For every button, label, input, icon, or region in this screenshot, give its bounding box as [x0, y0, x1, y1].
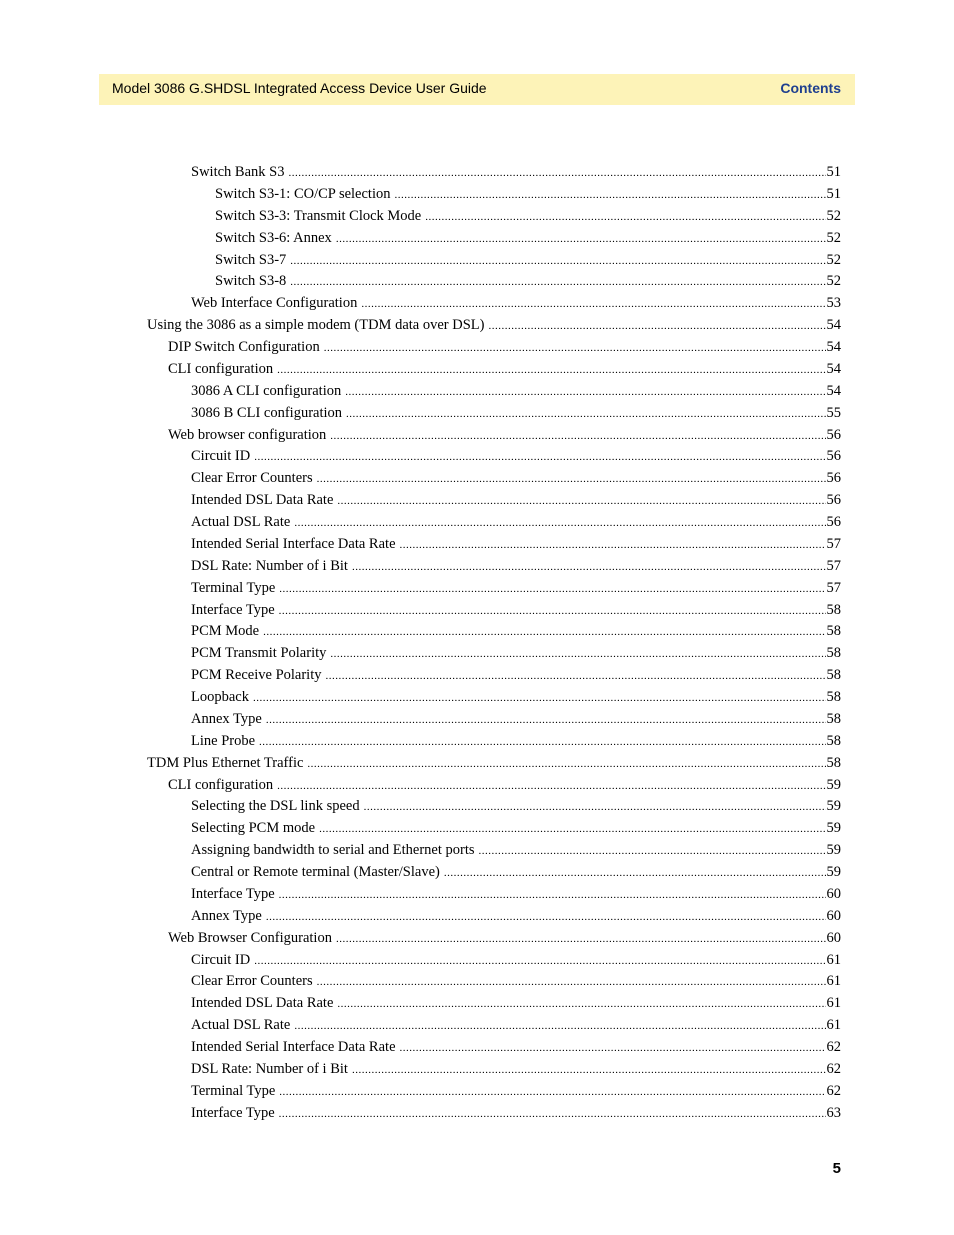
toc-entry-line [191, 993, 841, 1016]
toc-entry-label: 3086 B CLI configuration [191, 404, 343, 421]
toc-entry[interactable] [0, 731, 954, 753]
toc-entry-page: 58 [826, 732, 841, 749]
dot-leader [337, 994, 825, 1016]
toc-entry-line [191, 643, 841, 666]
toc-entry[interactable] [0, 971, 954, 993]
dot-leader [307, 754, 825, 776]
toc-entry-line [191, 665, 841, 688]
toc-entry-label: 3086 A CLI configuration [191, 382, 342, 399]
toc-entry[interactable] [0, 468, 954, 490]
toc-entry[interactable] [0, 906, 954, 928]
toc-entry-page: 54 [826, 382, 841, 399]
toc-entry-label: Circuit ID [191, 448, 251, 465]
toc-entry[interactable] [0, 1059, 954, 1081]
toc-entry-page: 53 [826, 295, 841, 312]
toc-entry-line [191, 1081, 841, 1104]
toc-entry-label: Interface Type [191, 601, 275, 618]
toc-entry-label: Web browser configuration [168, 426, 327, 443]
toc-entry-label: Using the 3086 as a simple modem (TDM data over DSL) [147, 317, 485, 334]
toc-entry[interactable] [0, 578, 954, 600]
toc-entry-label: Intended DSL Data Rate [191, 995, 334, 1012]
toc-entry-page: 58 [826, 667, 841, 684]
toc-entry-page: 56 [826, 514, 841, 530]
dot-leader [444, 863, 826, 885]
section-name: Contents [780, 80, 841, 96]
toc-entry-page: 60 [826, 907, 841, 924]
toc-entry-line [191, 381, 841, 404]
toc-entry-label: Switch S3-3: Transmit Clock Mode [215, 207, 422, 224]
toc-entry[interactable] [0, 337, 954, 359]
running-header [99, 74, 855, 105]
toc-entry[interactable] [0, 250, 954, 272]
toc-entry-line [215, 271, 841, 294]
toc-entry-label: Actual DSL Rate [191, 1017, 291, 1034]
dot-leader [253, 688, 826, 710]
toc-entry-page: 58 [826, 754, 841, 771]
document-title: Model 3086 G.SHDSL Integrated Access Device User Guide [112, 80, 487, 96]
dot-leader [352, 557, 826, 579]
toc-entry-line [191, 403, 841, 426]
dot-leader [394, 185, 825, 207]
toc-entry-page: 54 [826, 360, 841, 377]
toc-entry[interactable] [0, 884, 954, 906]
toc-entry-page: 51 [826, 164, 841, 180]
toc-entry[interactable] [0, 840, 954, 862]
toc-entry-page: 63 [826, 1104, 841, 1121]
toc-entry-line [191, 884, 841, 907]
toc-entry[interactable] [0, 1103, 954, 1125]
page-number: 5 [832, 1160, 841, 1177]
toc-entry-label: CLI configuration [168, 360, 274, 377]
toc-entry-line [191, 578, 841, 601]
toc-entry-line [191, 556, 841, 579]
toc-entry-label: DIP Switch Configuration [168, 339, 320, 355]
toc-entry-page: 61 [826, 1017, 841, 1034]
dot-leader [346, 404, 825, 426]
toc-entry[interactable] [0, 993, 954, 1015]
toc-entry-line [191, 512, 841, 535]
toc-entry-line [168, 928, 841, 951]
toc-entry-page: 54 [826, 339, 841, 355]
dot-leader [317, 469, 826, 491]
toc-entry-page: 61 [826, 973, 841, 990]
toc-entry-label: Interface Type [191, 885, 275, 902]
toc-entry[interactable] [0, 928, 954, 950]
toc-entry-label: Central or Remote terminal (Master/Slave) [191, 864, 440, 880]
toc-entry-page: 59 [826, 776, 841, 793]
toc-entry[interactable] [0, 425, 954, 447]
toc-entry[interactable] [0, 162, 954, 184]
toc-entry-label: Selecting the DSL link speed [191, 798, 360, 815]
toc-entry-label: Loopback [191, 689, 249, 705]
dot-leader [336, 229, 826, 251]
dot-leader [352, 1060, 826, 1082]
toc-entry[interactable] [0, 775, 954, 797]
toc-entry-line [191, 1103, 841, 1126]
toc-entry[interactable] [0, 643, 954, 665]
toc-entry[interactable] [0, 512, 954, 534]
toc-entry-page: 58 [826, 601, 841, 618]
toc-entry-line [191, 293, 841, 316]
toc-entry-label: Actual DSL Rate [191, 514, 291, 530]
toc-entry-line [168, 775, 841, 798]
toc-entry-label: Intended Serial Interface Data Rate [191, 1039, 396, 1055]
toc-entry-label: Switch S3-6: Annex [215, 229, 332, 246]
toc-entry-page: 59 [826, 864, 841, 880]
toc-entry-label: Web Browser Configuration [168, 929, 332, 946]
toc-entry[interactable] [0, 403, 954, 425]
toc-entry-page: 54 [826, 317, 841, 334]
dot-leader [324, 338, 826, 360]
toc-entry-page: 60 [826, 929, 841, 946]
dot-leader [277, 360, 825, 382]
toc-entry[interactable] [0, 315, 954, 337]
toc-entry-line [191, 818, 841, 841]
dot-leader [337, 491, 825, 513]
toc-entry-label: DSL Rate: Number of i Bit [191, 1060, 348, 1077]
toc-entry-label: PCM Receive Polarity [191, 667, 322, 684]
toc-entry-line [215, 206, 841, 229]
toc-entry[interactable] [0, 818, 954, 840]
toc-entry-line [168, 425, 841, 448]
toc-entry-page: 59 [826, 842, 841, 859]
toc-entry-label: Clear Error Counters [191, 470, 313, 487]
toc-entry-line [191, 709, 841, 732]
toc-entry-label: Switch S3-1: CO/CP selection [215, 185, 391, 202]
toc-entry-label: Terminal Type [191, 579, 276, 596]
toc-entry-label: Selecting PCM mode [191, 820, 316, 837]
toc-entry[interactable] [0, 687, 954, 709]
toc-entry[interactable] [0, 950, 954, 972]
toc-entry-line [191, 534, 841, 557]
toc-entry-line [191, 906, 841, 929]
dot-leader [279, 885, 826, 907]
toc-entry[interactable] [0, 1015, 954, 1037]
dot-leader [254, 447, 825, 469]
toc-entry-line [191, 468, 841, 491]
dot-leader [294, 513, 825, 535]
toc-entry-label: Intended DSL Data Rate [191, 492, 334, 509]
toc-entry-label: Annex Type [191, 907, 262, 924]
toc-entry-line [191, 490, 841, 513]
toc-entry-label: Web Interface Configuration [191, 295, 358, 312]
toc-entry-page: 59 [826, 820, 841, 837]
toc-entry[interactable] [0, 753, 954, 775]
toc-entry-line [191, 840, 841, 863]
toc-entry-page: 62 [826, 1082, 841, 1099]
toc-entry[interactable] [0, 621, 954, 643]
dot-leader [266, 710, 826, 732]
dot-leader [364, 797, 826, 819]
toc-entry[interactable] [0, 709, 954, 731]
toc-entry-label: Terminal Type [191, 1082, 276, 1099]
toc-entry[interactable] [0, 184, 954, 206]
toc-entry-label: DSL Rate: Number of i Bit [191, 557, 348, 574]
toc-entry-page: 59 [826, 798, 841, 815]
toc-entry-label: Line Probe [191, 732, 256, 749]
dot-leader [254, 951, 825, 973]
toc-entry-page: 61 [826, 995, 841, 1012]
toc-entry-line [191, 687, 841, 710]
toc-entry-line [191, 621, 841, 644]
toc-entry-page: 55 [826, 404, 841, 421]
toc-entry-label: CLI configuration [168, 776, 274, 793]
toc-entry[interactable] [0, 1081, 954, 1103]
toc-entry[interactable] [0, 534, 954, 556]
toc-entry-label: TDM Plus Ethernet Traffic [147, 754, 304, 771]
toc-entry[interactable] [0, 293, 954, 315]
toc-entry-line [191, 600, 841, 623]
dot-leader [326, 666, 826, 688]
toc-entry[interactable] [0, 359, 954, 381]
dot-leader [425, 207, 825, 229]
dot-leader [279, 579, 825, 601]
toc-entry-label: Switch S3-7 [215, 251, 287, 268]
toc-entry-page: 51 [826, 185, 841, 202]
dot-leader [330, 426, 825, 448]
toc-entry-page: 60 [826, 885, 841, 902]
toc-entry[interactable] [0, 1037, 954, 1059]
toc-entry-label: Clear Error Counters [191, 973, 313, 990]
dot-leader [336, 929, 826, 951]
dot-leader [345, 382, 825, 404]
toc-entry-label: PCM Mode [191, 623, 260, 640]
dot-leader [266, 907, 826, 929]
dot-leader [319, 819, 825, 841]
toc-entry-line [191, 731, 841, 754]
table-of-contents [0, 162, 954, 1125]
dot-leader [279, 601, 826, 623]
toc-entry-page: 52 [826, 229, 841, 246]
toc-entry-label: Assigning bandwidth to serial and Ethernet ports [191, 842, 475, 859]
toc-entry[interactable] [0, 228, 954, 250]
toc-entry-line [191, 796, 841, 819]
toc-entry-label: Switch Bank S3 [191, 164, 285, 180]
toc-entry-label: PCM Transmit Polarity [191, 645, 327, 662]
toc-entry-page: 56 [826, 492, 841, 509]
toc-entry-line [215, 184, 841, 207]
dot-leader [330, 644, 825, 666]
toc-entry-line [191, 971, 841, 994]
dot-leader [400, 535, 826, 557]
toc-entry[interactable] [0, 446, 954, 468]
dot-leader [400, 1038, 826, 1060]
toc-entry-line [147, 315, 841, 338]
toc-entry-line [191, 862, 841, 885]
toc-entry-line [191, 1015, 841, 1038]
dot-leader [288, 163, 825, 185]
dot-leader [279, 1104, 826, 1126]
toc-entry-page: 52 [826, 273, 841, 290]
toc-entry-label: Circuit ID [191, 951, 251, 968]
toc-entry-page: 61 [826, 951, 841, 968]
toc-entry-page: 62 [826, 1060, 841, 1077]
toc-entry[interactable] [0, 490, 954, 512]
toc-entry[interactable] [0, 796, 954, 818]
toc-entry-label: Interface Type [191, 1104, 275, 1121]
toc-entry-line [168, 359, 841, 382]
toc-entry-line [191, 1059, 841, 1082]
toc-entry[interactable] [0, 556, 954, 578]
toc-entry-line [191, 162, 841, 185]
toc-entry-line [191, 446, 841, 469]
dot-leader [263, 622, 825, 644]
dot-leader [479, 841, 826, 863]
dot-leader [317, 972, 826, 994]
toc-entry-page: 58 [826, 710, 841, 727]
toc-entry[interactable] [0, 381, 954, 403]
toc-entry-page: 62 [826, 1039, 841, 1055]
toc-entry-line [191, 950, 841, 973]
toc-entry[interactable] [0, 665, 954, 687]
toc-entry-label: Switch S3-8 [215, 273, 287, 290]
dot-leader [290, 251, 825, 273]
dot-leader [294, 1016, 825, 1038]
toc-entry-page: 57 [826, 535, 841, 552]
toc-entry-page: 58 [826, 623, 841, 640]
toc-entry[interactable] [0, 600, 954, 622]
toc-entry-page: 58 [826, 645, 841, 662]
toc-entry[interactable] [0, 862, 954, 884]
toc-entry-page: 52 [826, 251, 841, 268]
toc-entry-label: Intended Serial Interface Data Rate [191, 535, 396, 552]
toc-entry-label: Annex Type [191, 710, 262, 727]
toc-entry-page: 56 [826, 426, 841, 443]
dot-leader [361, 294, 825, 316]
dot-leader [488, 316, 825, 338]
toc-entry-page: 52 [826, 207, 841, 224]
dot-leader [290, 272, 825, 294]
toc-entry[interactable] [0, 206, 954, 228]
toc-entry-line [147, 753, 841, 776]
toc-entry-line [168, 337, 841, 360]
toc-entry-page: 57 [826, 557, 841, 574]
toc-entry[interactable] [0, 271, 954, 293]
toc-entry-page: 58 [826, 689, 841, 705]
dot-leader [279, 1082, 825, 1104]
toc-entry-line [191, 1037, 841, 1060]
dot-leader [277, 776, 825, 798]
toc-entry-page: 56 [826, 448, 841, 465]
toc-entry-line [215, 250, 841, 273]
toc-entry-page: 56 [826, 470, 841, 487]
dot-leader [259, 732, 825, 754]
toc-entry-page: 57 [826, 579, 841, 596]
toc-entry-line [215, 228, 841, 251]
